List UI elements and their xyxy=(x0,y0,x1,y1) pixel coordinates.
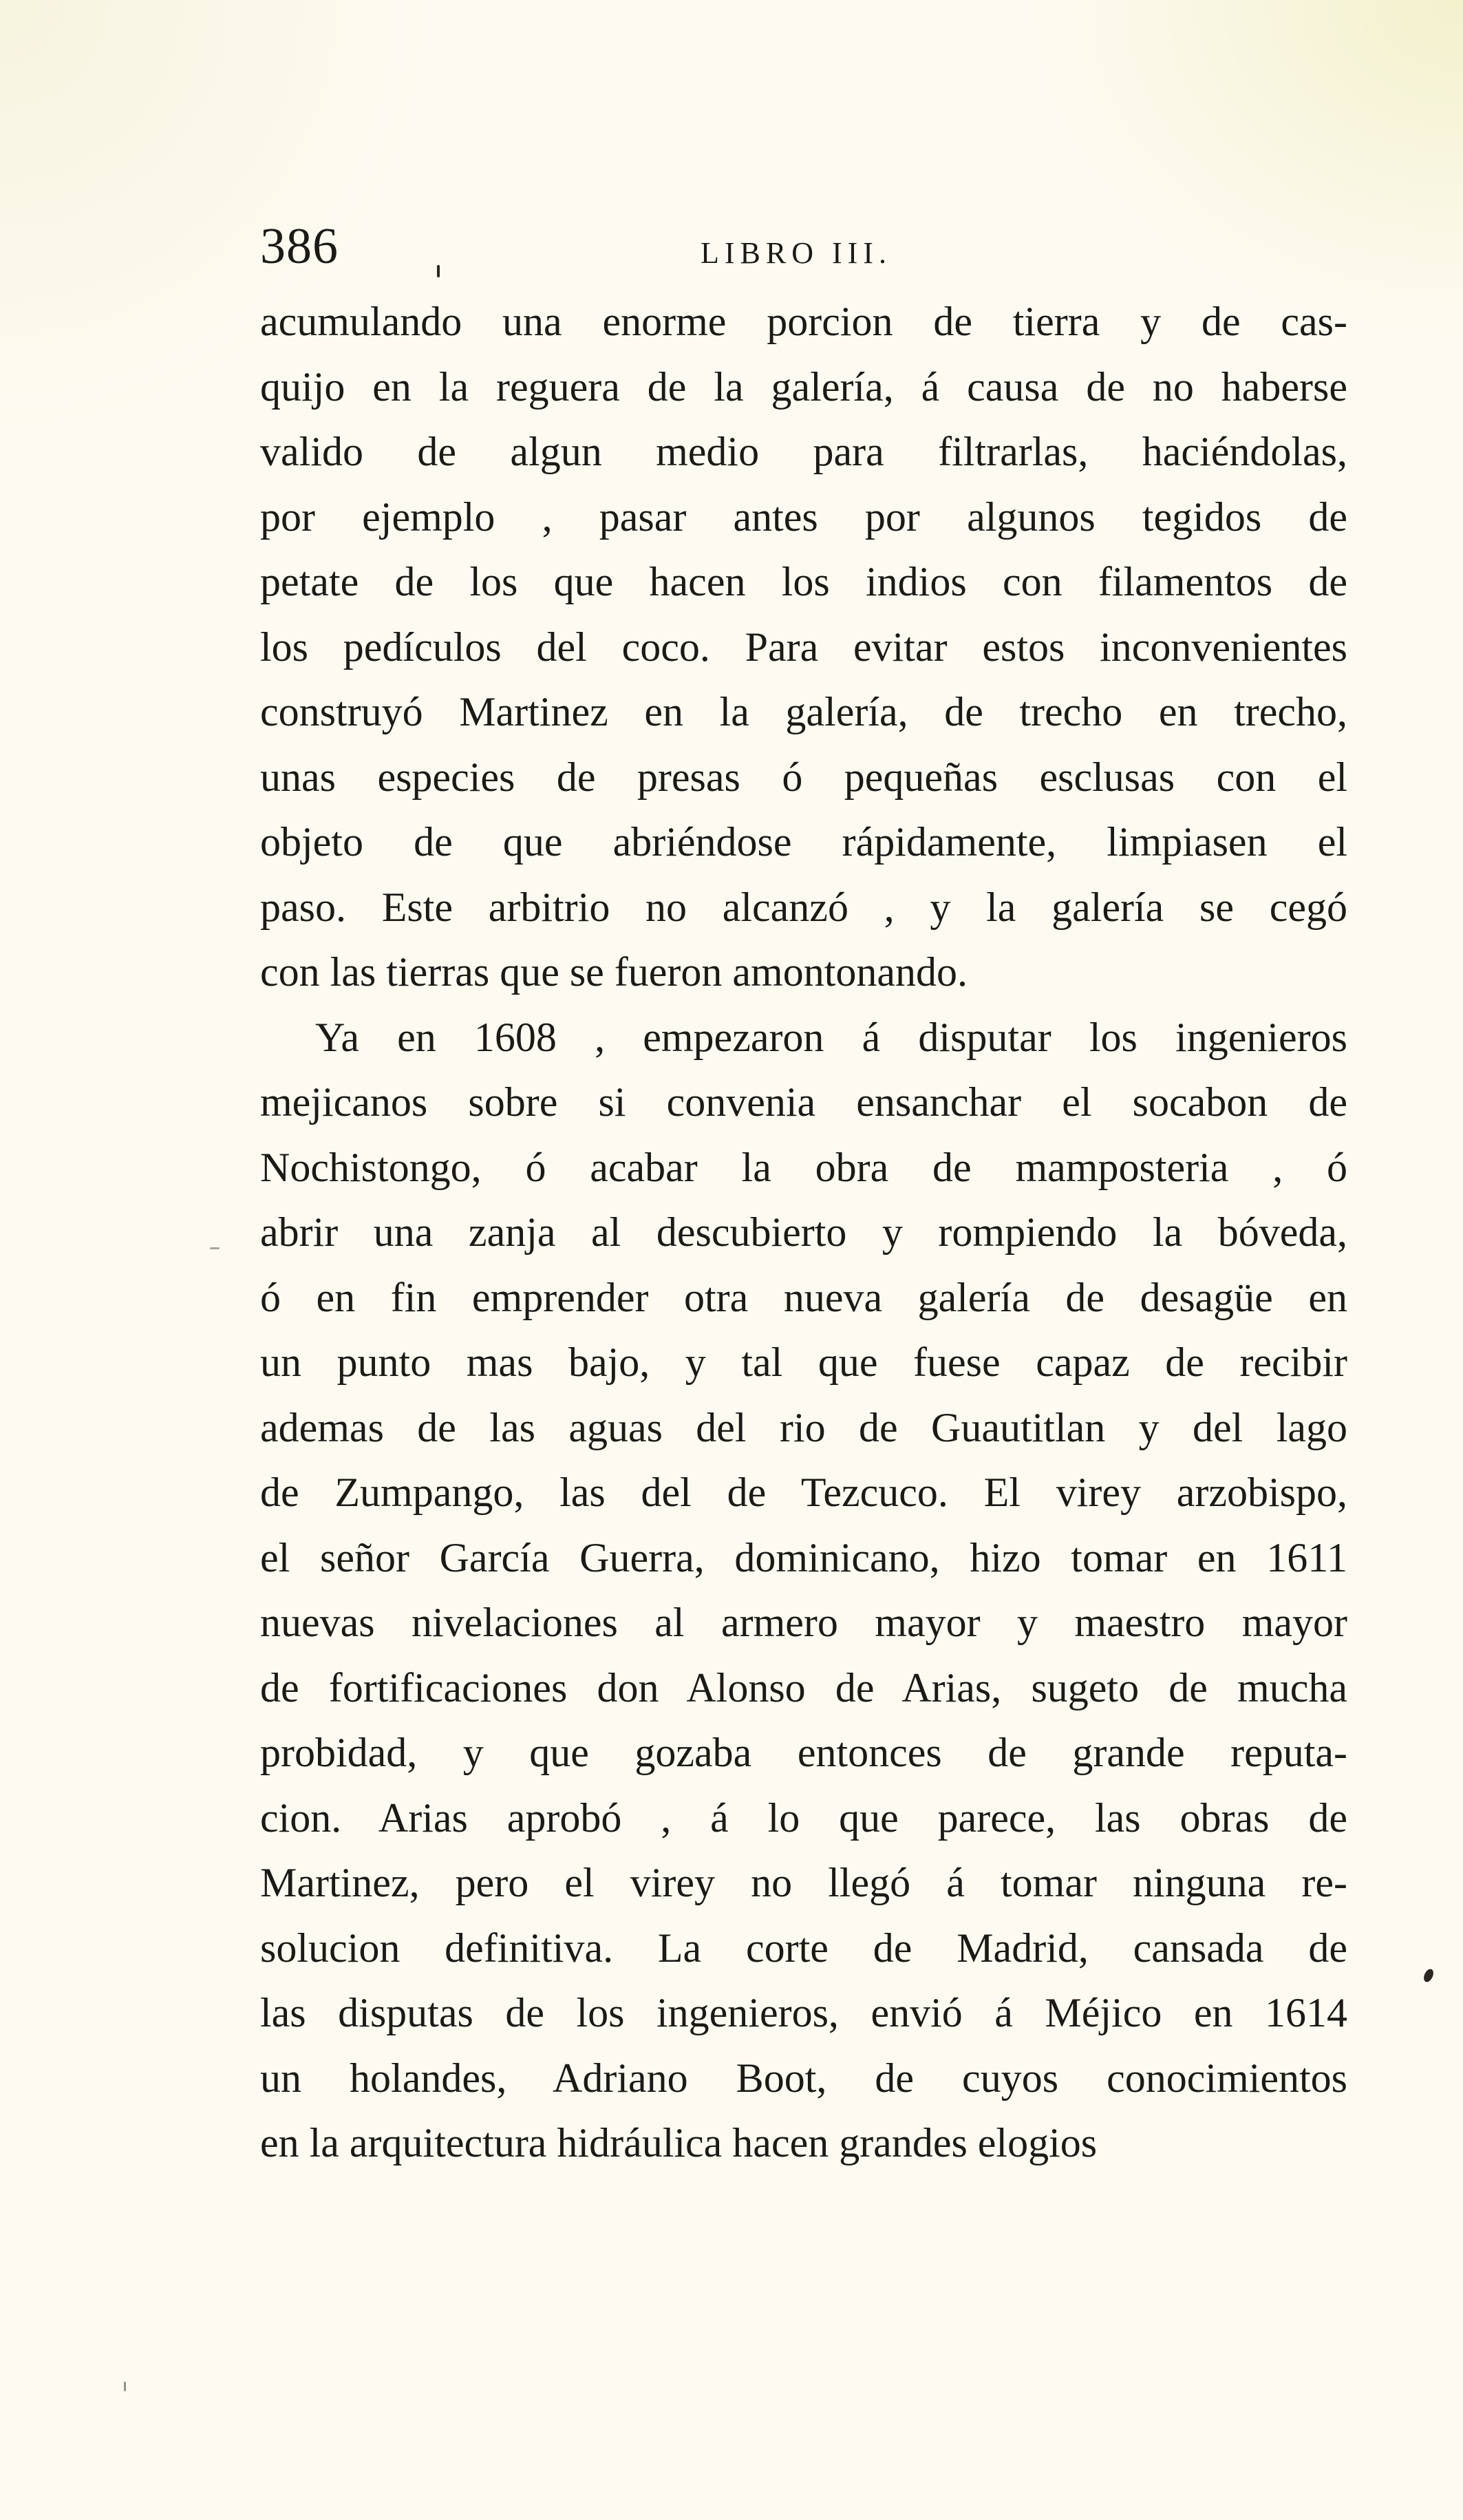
text-line: solucion definitiva. La corte de Madrid, cansada de xyxy=(260,1925,1347,1971)
text-line: Nochistongo, ó acabar la obra de mamposteria , ó xyxy=(260,1144,1347,1190)
text-line-paragraph-start: Ya en 1608 , empezaron á disputar los ingenieros xyxy=(315,1014,1347,1060)
text-line: valido de algun medio para filtrarlas, haciéndolas, xyxy=(260,429,1347,474)
body-text xyxy=(260,289,1347,2176)
text-line: paso. Este arbitrio no alcanzó , y la galería se cegó xyxy=(260,884,1347,930)
text-line: objeto de que abriéndose rápidamente, limpiasen el xyxy=(260,819,1347,865)
text-line: un punto mas bajo, y tal que fuese capaz de recibir xyxy=(260,1340,1347,1385)
ink-speck xyxy=(124,2382,126,2391)
text-line: Martinez, pero el virey no llegó á tomar ninguna re- xyxy=(260,1860,1347,1905)
text-line: unas especies de presas ó pequeñas esclusas con el xyxy=(260,754,1347,800)
text-line: de fortificaciones don Alonso de Arias, sugeto de mucha xyxy=(260,1664,1347,1711)
text-line: probidad, y que gozaba entonces de grande reputa- xyxy=(260,1730,1347,1775)
text-line: un holandes, Adriano Boot, de cuyos conocimientos xyxy=(260,2055,1347,2101)
text-line-paragraph-end: con las tierras que se fueron amontonando. xyxy=(260,949,968,995)
text-line: cion. Arias aprobó , á lo que parece, las obras de xyxy=(260,1794,1347,1841)
text-line: el señor García Guerra, dominicano, hizo tomar en 1611 xyxy=(260,1534,1347,1580)
text-line: en la arquitectura hidráulica hacen grandes elogios xyxy=(260,2120,1098,2166)
text-line: los pedículos del coco. Para evitar estos inconvenientes xyxy=(260,624,1347,670)
text-line: ó en fin emprender otra nueva galería de desagüe en xyxy=(260,1274,1347,1320)
text-line: por ejemplo , pasar antes por algunos tegidos de xyxy=(260,494,1347,540)
text-line: de Zumpango, las del de Tezcuco. El virey arzobispo, xyxy=(260,1470,1347,1515)
ink-speck xyxy=(210,1247,220,1249)
text-line: ademas de las aguas del rio de Guautitlan y del lago xyxy=(260,1404,1347,1450)
page-number: 386 xyxy=(260,218,339,275)
text-line: mejicanos sobre si convenia ensanchar el socabon de xyxy=(260,1079,1347,1125)
ink-speck xyxy=(1422,1967,1435,1983)
ink-speck xyxy=(437,265,440,277)
text-line: nuevas nivelaciones al armero mayor y maestro mayor xyxy=(260,1600,1347,1645)
page-header xyxy=(260,205,1347,288)
text-line: las disputas de los ingenieros, envió á Méjico en 1614 xyxy=(260,1990,1347,2035)
running-head: LIBRO III. xyxy=(701,236,892,270)
text-line: quijo en la reguera de la galería, á causa de no haberse xyxy=(260,363,1347,410)
text-line: abrir una zanja al descubierto y rompiendo la bóveda, xyxy=(260,1209,1347,1255)
text-line: petate de los que hacen los indios con filamentos de xyxy=(260,559,1347,604)
text-line: acumulando una enorme porcion de tierra y de cas- xyxy=(260,299,1347,344)
text-line: construyó Martinez en la galería, de trecho en trecho, xyxy=(260,689,1347,734)
